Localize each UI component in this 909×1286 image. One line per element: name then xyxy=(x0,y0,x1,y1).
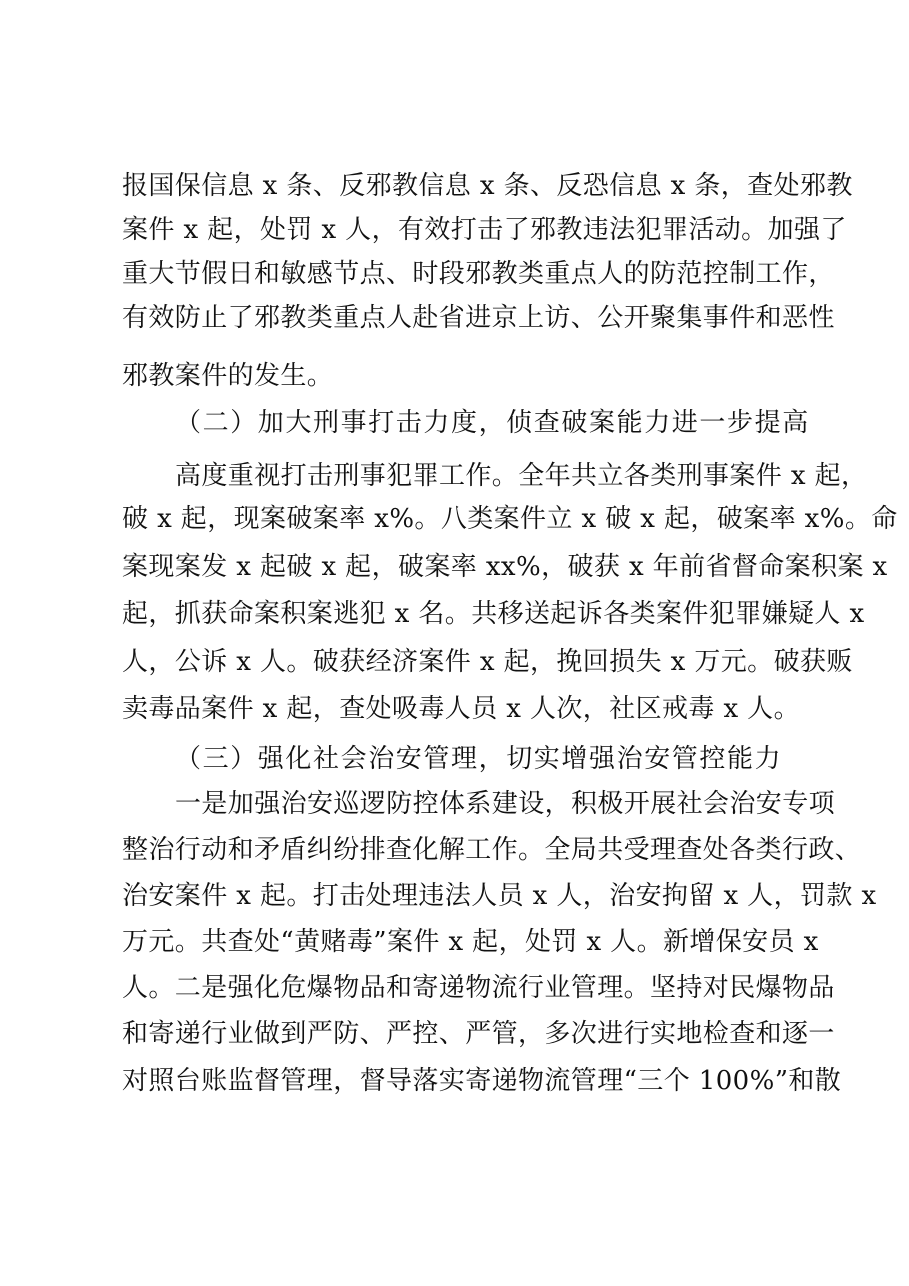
section-heading: （三）强化社会治安管理，切实增强治安管控能力 xyxy=(175,744,783,774)
paragraph-line: 破 x 起，现案破案率 x%。八类案件立 x 破 x 起，破案率 x%。命 xyxy=(122,504,898,534)
paragraph-line: 人，公诉 x 人。破获经济案件 x 起，挽回损失 x 万元。破获贩 xyxy=(122,647,853,677)
paragraph-line: 起，抓获命案积案逃犯 x 名。共移送起诉各类案件犯罪嫌疑人 x xyxy=(122,599,865,629)
paragraph-line: 对照台账监督管理，督导落实寄递物流管理“三个 100%”和散 xyxy=(122,1066,842,1096)
paragraph-line: 有效防止了邪教类重点人赴省进京上访、公开聚集事件和恶性 xyxy=(122,303,835,333)
paragraph-line: 万元。共查处“黄赌毒”案件 x 起，处罚 x 人。新增保安员 x xyxy=(122,927,819,957)
paragraph-line: 报国保信息 x 条、反邪教信息 x 条、反恐信息 x 条，查处邪教 xyxy=(122,171,853,201)
paragraph-line: 高度重视打击刑事犯罪工作。全年共立各类刑事案件 x 起， xyxy=(175,461,868,491)
paragraph-line: 案现案发 x 起破 x 起，破案率 xx%，破获 x 年前省督命案积案 x xyxy=(122,552,888,582)
paragraph-line: 治安案件 x 起。打击处理违法人员 x 人，治安拘留 x 人，罚款 x xyxy=(122,881,877,911)
paragraph-line: 整治行动和矛盾纠纷排查化解工作。全局共受理查处各类行政、 xyxy=(122,835,862,865)
paragraph-line: 和寄递行业做到严防、严控、严管，多次进行实地检查和逐一 xyxy=(122,1019,835,1049)
section-heading: （二）加大刑事打击力度，侦查破案能力进一步提高 xyxy=(175,408,810,438)
paragraph-line: 邪教案件的发生。 xyxy=(122,361,334,391)
paragraph-line: 一是加强治安巡逻防控体系建设，积极开展社会治安专项 xyxy=(175,789,836,819)
paragraph-line: 重大节假日和敏感节点、时段邪教类重点人的防范控制工作， xyxy=(122,259,835,289)
paragraph-line: 案件 x 起，处罚 x 人，有效打击了邪教违法犯罪活动。加强了 xyxy=(122,215,847,245)
paragraph-line: 人。二是强化危爆物品和寄递物流行业管理。坚持对民爆物品 xyxy=(122,973,835,1003)
paragraph-line: 卖毒品案件 x 起，查处吸毒人员 x 人次，社区戒毒 x 人。 xyxy=(122,694,800,724)
